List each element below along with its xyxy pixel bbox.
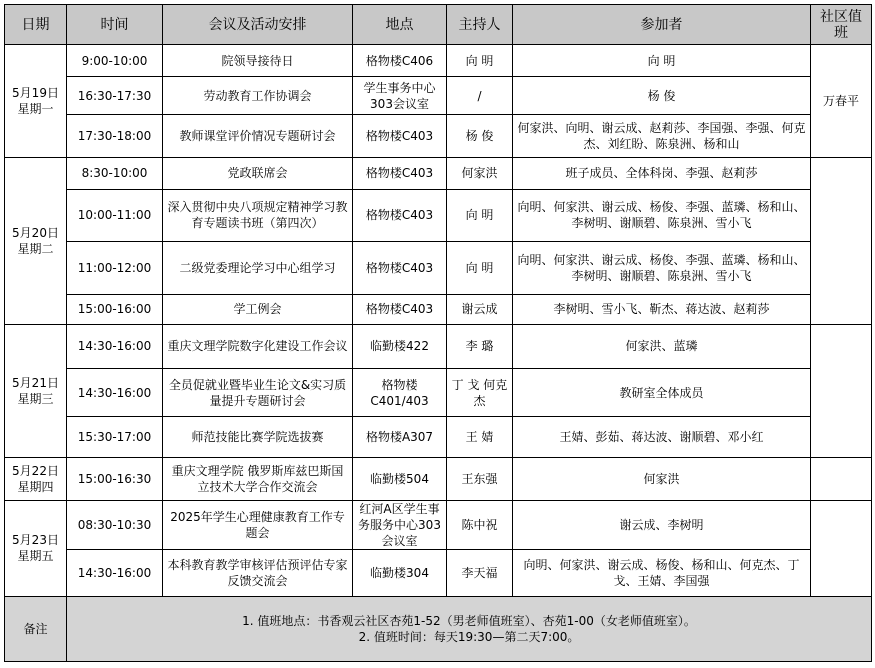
place-cell: 格物楼C403 [353, 294, 447, 324]
event-cell: 重庆文理学院 俄罗斯库兹巴斯国立技术大学合作交流会 [163, 457, 353, 500]
host-cell: / [447, 77, 513, 115]
participants-cell: 向明、何家洪、谢云成、杨俊、李强、蓝璘、杨和山、李树明、谢顺碧、陈泉洲、雪小飞 [513, 190, 811, 242]
host-cell: 何家洪 [447, 157, 513, 189]
place-cell: 格物楼C401/403 [353, 368, 447, 417]
time-cell: 14:30-16:00 [67, 550, 163, 597]
place-cell: 临勤楼304 [353, 550, 447, 597]
event-cell: 教师课堂评价情况专题研讨会 [163, 115, 353, 158]
participants-cell: 向明、何家洪、谢云成、杨俊、李强、蓝璘、杨和山、李树明、谢顺碧、陈泉洲、雪小飞 [513, 241, 811, 294]
event-cell: 深入贯彻中央八项规定精神学习教育专题读书班（第四次） [163, 190, 353, 242]
place-cell: 临勤楼422 [353, 325, 447, 369]
date-weekday: 星期三 [17, 392, 54, 406]
header-event: 会议及活动安排 [163, 5, 353, 45]
header-participants: 参加者 [513, 5, 811, 45]
event-cell: 二级党委理论学习中心组学习 [163, 241, 353, 294]
participants-cell: 班子成员、全体科岗、李强、赵莉莎 [513, 157, 811, 189]
header-place: 地点 [353, 5, 447, 45]
table-row [5, 417, 872, 458]
event-cell: 2025年学生心理健康教育工作专题会 [163, 500, 353, 550]
date-weekday: 星期二 [17, 241, 54, 256]
table-row [5, 500, 872, 550]
host-cell: 王东强 [447, 457, 513, 500]
duty-cell [811, 325, 872, 458]
table-row [5, 115, 872, 158]
notes-line-1: 1. 值班地点：书香观云社区杏苑1-52（男老师值班室）、杏苑1-00（女老师值班室）。 [242, 613, 696, 628]
date-weekday: 星期五 [17, 549, 54, 564]
table-row [5, 157, 872, 189]
host-cell: 李天福 [447, 550, 513, 597]
time-cell: 10:00-11:00 [67, 190, 163, 242]
event-cell: 全员促就业暨毕业生论文&实习质量提升专题研讨会 [163, 368, 353, 417]
participants-cell: 何家洪、蓝璘 [513, 325, 811, 369]
host-cell: 向 明 [447, 190, 513, 242]
host-cell: 向 明 [447, 45, 513, 77]
schedule-table [4, 4, 872, 662]
time-cell: 15:00-16:30 [67, 457, 163, 500]
date-cell [5, 157, 67, 324]
duty-cell [811, 157, 872, 324]
table-row [5, 294, 872, 324]
place-cell: 红河A区学生事务服务中心303会议室 [353, 500, 447, 550]
host-cell: 王 婧 [447, 417, 513, 458]
table-row [5, 77, 872, 115]
participants-cell: 何家洪 [513, 457, 811, 500]
place-cell: 格物楼A307 [353, 417, 447, 458]
event-cell: 师范技能比赛学院选拔赛 [163, 417, 353, 458]
host-cell: 陈中祝 [447, 500, 513, 550]
time-cell: 15:30-17:00 [67, 417, 163, 458]
time-cell: 14:30-16:00 [67, 368, 163, 417]
event-cell: 党政联席会 [163, 157, 353, 189]
time-cell: 14:30-16:00 [67, 325, 163, 369]
duty-cell [811, 457, 872, 500]
participants-cell: 杨 俊 [513, 77, 811, 115]
event-cell: 劳动教育工作协调会 [163, 77, 353, 115]
header-time: 时间 [67, 5, 163, 45]
table-row [5, 45, 872, 77]
table-row [5, 241, 872, 294]
date-cell [5, 500, 67, 596]
host-cell: 李 璐 [447, 325, 513, 369]
time-cell: 9:00-10:00 [67, 45, 163, 77]
date-day: 5月22日 [12, 463, 59, 478]
participants-cell: 教研室全体成员 [513, 368, 811, 417]
date-day: 5月23日 [12, 533, 59, 548]
participants-cell: 向明、何家洪、谢云成、杨俊、杨和山、何克杰、丁戈、王婧、李国强 [513, 550, 811, 597]
notes-row [5, 596, 872, 661]
host-cell: 杨 俊 [447, 115, 513, 158]
time-cell: 08:30-10:30 [67, 500, 163, 550]
participants-cell: 谢云成、李树明 [513, 500, 811, 550]
host-cell: 丁 戈 何克杰 [447, 368, 513, 417]
participants-cell: 李树明、雪小飞、靳杰、蒋达波、赵莉莎 [513, 294, 811, 324]
date-weekday: 星期四 [17, 479, 54, 494]
notes-line-2: 2. 值班时间：每天19:30—第二天7:00。 [358, 629, 580, 644]
participants-cell: 何家洪、向明、谢云成、赵莉莎、李国强、李强、何克杰、刘红盼、陈泉洲、杨和山 [513, 115, 811, 158]
participants-cell: 向 明 [513, 45, 811, 77]
time-cell: 8:30-10:00 [67, 157, 163, 189]
table-row [5, 368, 872, 417]
place-cell: 格物楼C403 [353, 241, 447, 294]
header-host: 主持人 [447, 5, 513, 45]
date-day: 5月20日 [12, 225, 59, 240]
date-weekday: 星期一 [17, 101, 54, 116]
notes-label: 备注 [5, 596, 67, 661]
time-cell: 15:00-16:00 [67, 294, 163, 324]
time-cell: 17:30-18:00 [67, 115, 163, 158]
date-day: 5月19日 [12, 85, 59, 100]
event-cell: 本科教育教学审核评估预评估专家反馈交流会 [163, 550, 353, 597]
place-cell: 格物楼C403 [353, 190, 447, 242]
event-cell: 院领导接待日 [163, 45, 353, 77]
table-row [5, 550, 872, 597]
time-cell: 11:00-12:00 [67, 241, 163, 294]
host-cell: 谢云成 [447, 294, 513, 324]
place-cell: 格物楼C403 [353, 115, 447, 158]
place-cell: 临勤楼504 [353, 457, 447, 500]
date-cell [5, 325, 67, 458]
event-cell: 重庆文理学院数字化建设工作会议 [163, 325, 353, 369]
duty-cell [811, 500, 872, 596]
duty-cell: 万春平 [811, 45, 872, 158]
header-duty: 社区值班 [811, 5, 872, 45]
event-cell: 学工例会 [163, 294, 353, 324]
date-cell [5, 457, 67, 500]
table-row [5, 325, 872, 369]
participants-cell: 王婧、彭茹、蒋达波、谢顺碧、邓小红 [513, 417, 811, 458]
header-date: 日期 [5, 5, 67, 45]
place-cell: 格物楼C403 [353, 157, 447, 189]
table-row [5, 190, 872, 242]
table-row [5, 457, 872, 500]
header-row [5, 5, 872, 45]
time-cell: 16:30-17:30 [67, 77, 163, 115]
date-cell [5, 45, 67, 158]
host-cell: 向 明 [447, 241, 513, 294]
notes-content [67, 596, 872, 661]
place-cell: 格物楼C406 [353, 45, 447, 77]
place-cell: 学生事务中心303会议室 [353, 77, 447, 115]
date-day: 5月21日 [12, 376, 59, 390]
